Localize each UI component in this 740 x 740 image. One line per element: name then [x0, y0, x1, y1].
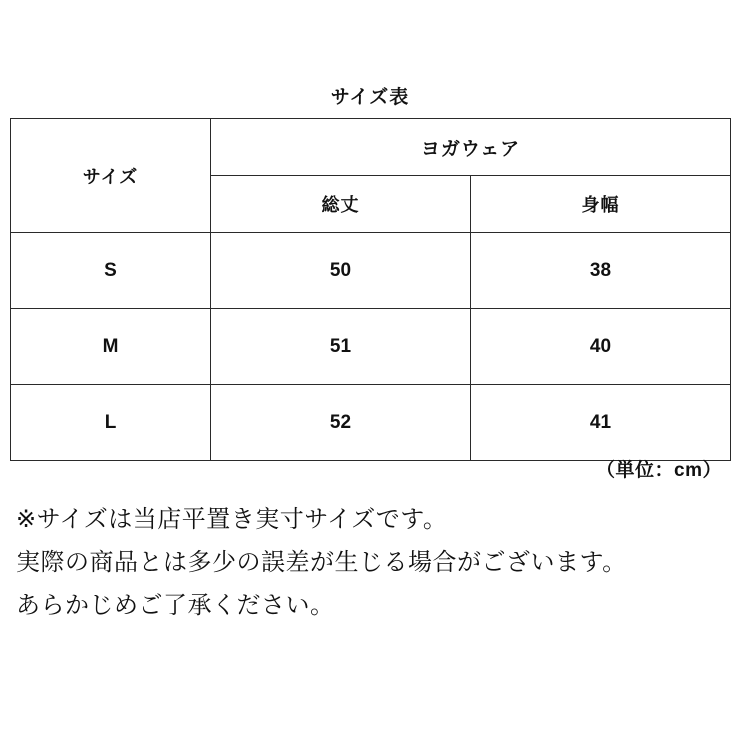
- cell-size: M: [11, 309, 211, 385]
- cell-size: S: [11, 233, 211, 309]
- notes-block: [16, 498, 732, 627]
- cell-body-width: 41: [471, 385, 731, 461]
- table-row: [11, 385, 731, 461]
- note-line-2: 実際の商品とは多少の誤差が生じる場合がございます。: [16, 549, 627, 576]
- header-size: サイズ: [11, 119, 211, 233]
- table-row: [11, 233, 731, 309]
- cell-total-length: 52: [211, 385, 471, 461]
- cell-total-length: 50: [211, 233, 471, 309]
- header-total-length: 総丈: [211, 176, 471, 233]
- note-line-1: ※サイズは当店平置き実寸サイズです。: [16, 506, 448, 533]
- table-header: [11, 119, 731, 233]
- page-title: サイズ表: [330, 87, 410, 108]
- size-table-container: [10, 118, 730, 461]
- note-line-3: あらかじめご了承ください。: [16, 592, 335, 619]
- cell-total-length: 51: [211, 309, 471, 385]
- table-row: [11, 309, 731, 385]
- size-table: [10, 118, 731, 461]
- header-product-group: ヨガウェア: [211, 119, 731, 176]
- table-body: [11, 233, 731, 461]
- cell-body-width: 38: [471, 233, 731, 309]
- cell-body-width: 40: [471, 309, 731, 385]
- header-body-width: 身幅: [471, 176, 731, 233]
- table-header-row-group: [11, 119, 731, 176]
- cell-size: L: [11, 385, 211, 461]
- unit-note: （単位：cm）: [596, 460, 722, 481]
